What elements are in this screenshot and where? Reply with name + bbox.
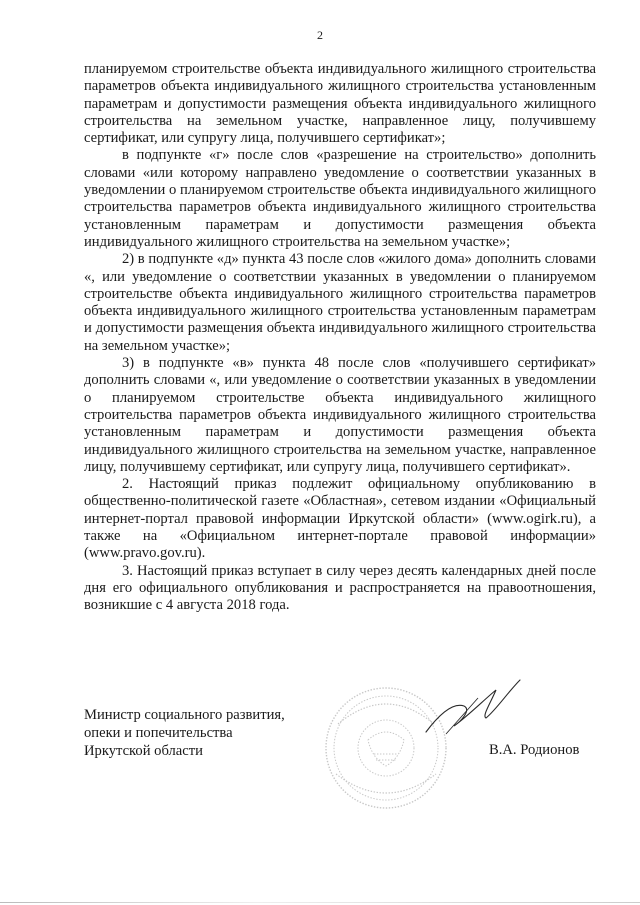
- page-number: 2: [317, 28, 323, 42]
- handwritten-signature-icon: [416, 676, 526, 738]
- document-body: [84, 61, 596, 615]
- signature-block: [84, 706, 285, 760]
- paragraph: 2) в подпункте «д» пункта 43 после слов «жилого дома» дополнить словами «, или уведомление о соответствии указанных в уведомлении о планируемом строительстве объекта индивидуального жилищного строительства параметров объекта индивидуального жилищного строительства установленным параметрам и допустимости размещения объекта индивидуального жилищного строительства на земельном участке»;: [84, 251, 596, 354]
- paragraph: 2. Настоящий приказ подлежит официальному опубликованию в общественно-политической газете «Областная», сетевом издании «Официальный интернет-портал правовой информации Иркутской области» (www.ogirk.ru), а также на «Официальном интернет-портале правовой информации» (www.pravo.gov.ru).: [84, 476, 596, 562]
- paragraph: в подпункте «г» после слов «разрешение на строительство» дополнить словами «или которому направлено уведомление о соответствии указанных в уведомлении о планируемом строительстве объекта индивидуального жилищного строительства параметров объекта индивидуального жилищного строительства установленным параметрам и допустимости размещения объекта индивидуального жилищного строительства на земельном участке»;: [84, 147, 596, 250]
- paragraph: 3) в подпункте «в» пункта 48 после слов «получившего сертификат» дополнить словами «, или уведомление о соответствии указанных в уведомлении о планируемом строительстве объекта индивидуального жилищного строительства параметров объекта индивидуального жилищного строительства установленным параметрам и допустимости размещения объекта индивидуального жилищного строительства на земельном участке, направленное лицу, получившему сертификат, или супругу лица, получившего сертификат».: [84, 355, 596, 475]
- signatory-position-line-1: Министр социального развития,: [84, 707, 285, 723]
- signatory-name: В.А. Родионов: [489, 742, 580, 758]
- paragraph: 3. Настоящий приказ вступает в силу через десять календарных дней после дня его официального опубликования и распространяется на правоотношения, возникшие с 4 августа 2018 года.: [84, 562, 596, 614]
- signatory-position-line-2: опеки и попечительства: [84, 725, 233, 741]
- paragraph: планируемом строительстве объекта индивидуального жилищного строительства параметров объекта индивидуального жилищного строительства установленным параметрам и допустимости размещения объекта индивидуального жилищного строительства на земельном участке, направленное лицу, получившему сертификат, или супругу лица, получившего сертификат»;: [84, 61, 596, 147]
- scan-edge-divider: [0, 902, 640, 903]
- signatory-position-line-3: Иркутской области: [84, 743, 203, 759]
